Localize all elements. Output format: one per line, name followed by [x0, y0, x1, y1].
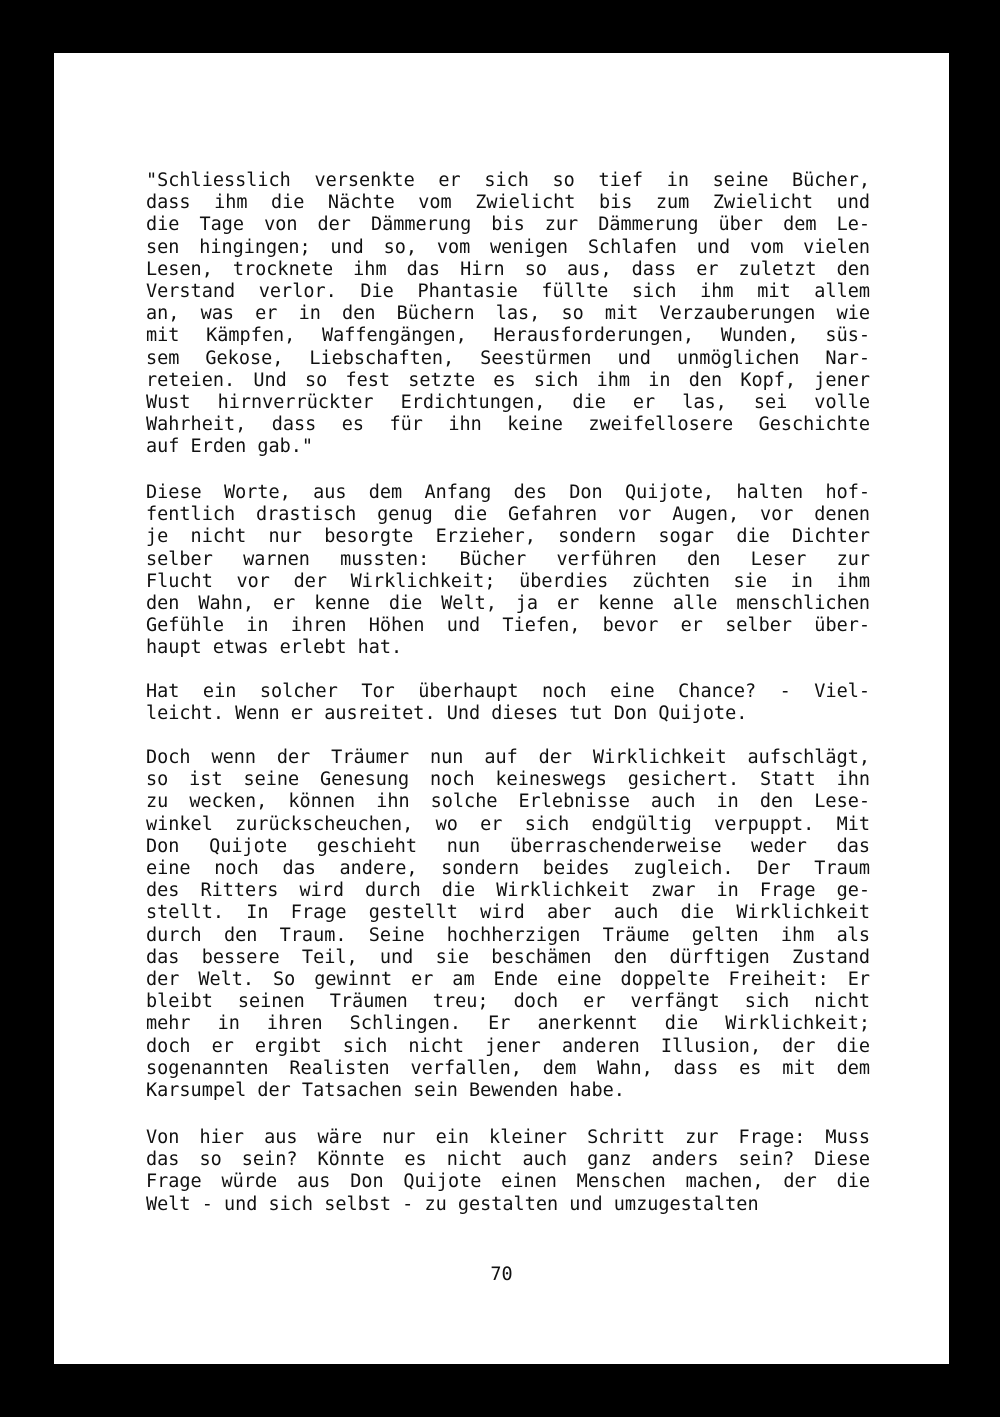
text-line: fentlich drastisch genug die Gefahren vor Augen, vor denen	[146, 504, 870, 526]
text-line: Wust hirnverrückter Erdichtungen, die er las, sei volle	[146, 392, 870, 414]
text-line: sen hingingen; und so, vom wenigen Schlafen und vom vielen	[146, 236, 870, 258]
text-line: so ist seine Genesung noch keineswegs gesichert. Statt ihn	[146, 769, 870, 791]
paragraph-quote	[146, 170, 870, 459]
text-line: eine noch das andere, sondern beides zugleich. Der Traum	[146, 858, 870, 880]
text-line: Frage würde aus Don Quijote einen Menschen machen, der die	[146, 1171, 870, 1193]
text-line: doch er ergibt sich nicht jener anderen Illusion, der die	[146, 1035, 870, 1057]
text-line: bleibt seinen Träumen treu; doch er verfängt sich nicht	[146, 991, 870, 1013]
text-line: haupt etwas erlebt hat.	[146, 637, 403, 659]
text-line: das bessere Teil, und sie beschämen den dürftigen Zustand	[146, 946, 870, 968]
text-line: Doch wenn der Träumer nun auf der Wirklichkeit aufschlägt,	[146, 747, 870, 768]
text-line: sem Gekose, Liebschaften, Seestürmen und unmöglichen Nar-	[146, 347, 870, 369]
text-line: Flucht vor der Wirklichkeit; überdies züchten sie in ihm	[146, 570, 870, 592]
text-line: Verstand verlor. Die Phantasie füllte sich ihm mit allem	[146, 281, 870, 303]
paragraph-2-lines	[146, 482, 870, 660]
text-line: dass ihm die Nächte vom Zwielicht bis zum Zwielicht und	[146, 192, 870, 214]
text-line: den Wahn, er kenne die Welt, ja er kenne alle menschlichen	[146, 593, 870, 615]
document-page	[54, 53, 949, 1364]
text-line: zu wecken, können ihn solche Erlebnisse auch in den Lese-	[146, 791, 870, 813]
text-line: durch den Traum. Seine hochherzigen Träume gelten ihm als	[146, 924, 870, 946]
text-line: Diese Worte, aus dem Anfang des Don Quijote, halten hof-	[146, 482, 870, 503]
text-line: leicht. Wenn er ausreitet. Und dieses tut Don Quijote.	[146, 703, 748, 725]
text-line: mit Kämpfen, Waffengängen, Herausforderungen, Wunden, süs-	[146, 325, 870, 347]
text-line: an, was er in den Büchern las, so mit Verzauberungen wie	[146, 303, 870, 325]
text-line: Don Quijote geschieht nun überraschenderweise weder das	[146, 835, 870, 857]
text-line: Hat ein solcher Tor überhaupt noch eine Chance? - Viel-	[146, 681, 870, 702]
text-line: winkel zurückscheuchen, wo er sich endgültig verpuppt. Mit	[146, 813, 870, 835]
paragraph-question	[146, 681, 870, 725]
text-line: sogenannten Realisten verfallen, dem Wahn, dass es mit dem	[146, 1057, 870, 1079]
paragraph-4-lines	[146, 747, 870, 1102]
text-line: Welt - und sich selbst - zu gestalten und umzugestalten	[146, 1193, 759, 1215]
paragraph-3-lines	[146, 681, 870, 725]
paragraph-5-lines	[146, 1127, 870, 1216]
text-line: Von hier aus wäre nur ein kleiner Schritt zur Frage: Muss	[146, 1127, 870, 1148]
text-line: Lesen, trocknete ihm das Hirn so aus, dass er zuletzt den	[146, 258, 870, 280]
text-line: die Tage von der Dämmerung bis zur Dämmerung über dem Le-	[146, 214, 870, 236]
text-line: mehr in ihren Schlingen. Er anerkennt die Wirklichkeit;	[146, 1013, 870, 1035]
text-line: selber warnen mussten: Bücher verführen den Leser zur	[146, 548, 870, 570]
text-line: des Ritters wird durch die Wirklichkeit zwar in Frage ge-	[146, 880, 870, 902]
text-line: Karsumpel der Tatsachen sein Bewenden habe.	[146, 1080, 625, 1102]
paragraph-next-step	[146, 1127, 870, 1216]
text-line: stellt. In Frage gestellt wird aber auch die Wirklichkeit	[146, 902, 870, 924]
paragraph-commentary	[146, 482, 870, 660]
paragraph-1-lines	[146, 170, 870, 459]
text-line: je nicht nur besorgte Erzieher, sondern sogar die Dichter	[146, 526, 870, 548]
page-number: 70	[490, 1264, 513, 1285]
paragraph-dreamer	[146, 747, 870, 1102]
text-line: der Welt. So gewinnt er am Ende eine doppelte Freiheit: Er	[146, 969, 870, 991]
text-line: reteien. Und so fest setzte es sich ihm in den Kopf, jener	[146, 369, 870, 391]
text-line: "Schliesslich versenkte er sich so tief in seine Bücher,	[146, 170, 870, 191]
text-line: Gefühle in ihren Höhen und Tiefen, bevor er selber über-	[146, 615, 870, 637]
text-line: auf Erden gab."	[146, 436, 314, 458]
text-line: das so sein? Könnte es nicht auch ganz anders sein? Diese	[146, 1149, 870, 1171]
text-line: Wahrheit, dass es für ihn keine zweifellosere Geschichte	[146, 414, 870, 436]
